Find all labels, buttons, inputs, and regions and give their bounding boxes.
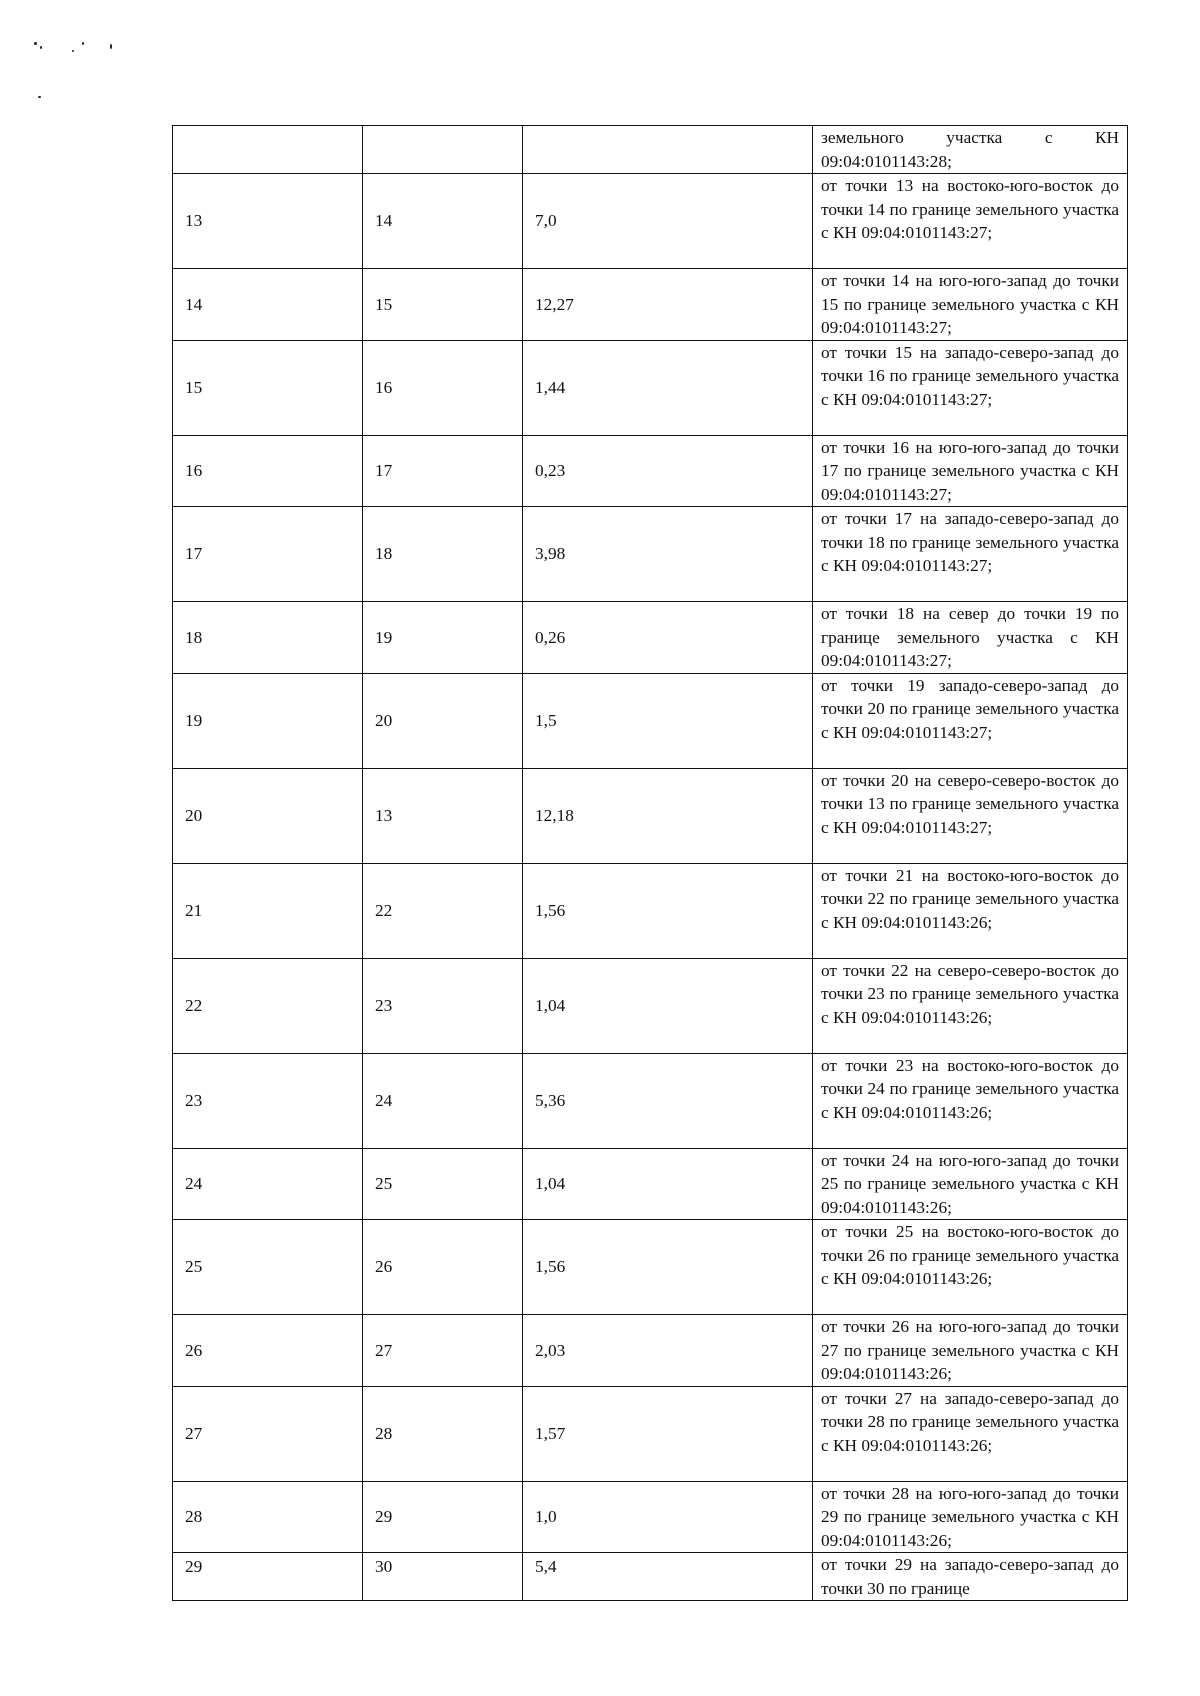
scan-speck bbox=[40, 46, 42, 49]
to-point-cell: 13 bbox=[363, 768, 523, 863]
length-cell: 0,26 bbox=[523, 602, 813, 674]
length-cell: 1,04 bbox=[523, 1148, 813, 1220]
table-row bbox=[173, 768, 1128, 863]
to-point-cell: 28 bbox=[363, 1386, 523, 1481]
description-cell: от точки 13 на востоко-юго-восток до точки 14 по границе земельного участка с КН 09:04:0101143:27; bbox=[813, 174, 1128, 269]
from-point-cell: 15 bbox=[173, 340, 363, 435]
description-cell: от точки 17 на западо-северо-запад до точки 18 по границе земельного участка с КН 09:04:0101143:27; bbox=[813, 507, 1128, 602]
description-cell: от точки 15 на западо-северо-запад до точки 16 по границе земельного участка с КН 09:04:0101143:27; bbox=[813, 340, 1128, 435]
boundary-table bbox=[172, 125, 1128, 1601]
length-cell: 0,23 bbox=[523, 435, 813, 507]
table-row bbox=[173, 673, 1128, 768]
length-cell: 1,04 bbox=[523, 958, 813, 1053]
to-point-cell: 15 bbox=[363, 269, 523, 341]
description-cell: от точки 27 на западо-северо-запад до точки 28 по границе земельного участка с КН 09:04:0101143:26; bbox=[813, 1386, 1128, 1481]
length-cell: 12,27 bbox=[523, 269, 813, 341]
from-point-cell: 25 bbox=[173, 1220, 363, 1315]
length-cell: 1,56 bbox=[523, 1220, 813, 1315]
from-point-cell: 26 bbox=[173, 1315, 363, 1387]
table-row bbox=[173, 174, 1128, 269]
from-point-cell bbox=[173, 126, 363, 174]
scan-speck bbox=[72, 50, 74, 52]
description-cell: от точки 16 на юго-юго-запад до точки 17 по границе земельного участка с КН 09:04:0101143:27; bbox=[813, 435, 1128, 507]
description-cell: от точки 18 на север до точки 19 по границе земельного участка с КН 09:04:0101143:27; bbox=[813, 602, 1128, 674]
description-cell: от точки 24 на юго-юго-запад до точки 25 по границе земельного участка с КН 09:04:0101143:26; bbox=[813, 1148, 1128, 1220]
table-row bbox=[173, 958, 1128, 1053]
description-cell: от точки 28 на юго-юго-запад до точки 29 по границе земельного участка с КН 09:04:0101143:26; bbox=[813, 1481, 1128, 1553]
table-row bbox=[173, 1481, 1128, 1553]
length-cell bbox=[523, 126, 813, 174]
table-row bbox=[173, 269, 1128, 341]
to-point-cell: 14 bbox=[363, 174, 523, 269]
table-row bbox=[173, 507, 1128, 602]
from-point-cell: 14 bbox=[173, 269, 363, 341]
table-row bbox=[173, 602, 1128, 674]
from-point-cell: 21 bbox=[173, 863, 363, 958]
from-point-cell: 17 bbox=[173, 507, 363, 602]
to-point-cell: 16 bbox=[363, 340, 523, 435]
to-point-cell: 22 bbox=[363, 863, 523, 958]
from-point-cell: 29 bbox=[173, 1553, 363, 1601]
from-point-cell: 24 bbox=[173, 1148, 363, 1220]
from-point-cell: 18 bbox=[173, 602, 363, 674]
table-row bbox=[173, 1553, 1128, 1601]
from-point-cell: 28 bbox=[173, 1481, 363, 1553]
length-cell: 1,5 bbox=[523, 673, 813, 768]
table-row bbox=[173, 1386, 1128, 1481]
description-cell: от точки 29 на западо-северо-запад до точки 30 по границе bbox=[813, 1553, 1128, 1601]
length-cell: 2,03 bbox=[523, 1315, 813, 1387]
table-row bbox=[173, 863, 1128, 958]
table-row bbox=[173, 340, 1128, 435]
from-point-cell: 22 bbox=[173, 958, 363, 1053]
length-cell: 3,98 bbox=[523, 507, 813, 602]
table-row bbox=[173, 1220, 1128, 1315]
table-row bbox=[173, 1315, 1128, 1387]
to-point-cell: 17 bbox=[363, 435, 523, 507]
to-point-cell: 29 bbox=[363, 1481, 523, 1553]
length-cell: 1,57 bbox=[523, 1386, 813, 1481]
from-point-cell: 16 bbox=[173, 435, 363, 507]
from-point-cell: 20 bbox=[173, 768, 363, 863]
table-row bbox=[173, 1148, 1128, 1220]
to-point-cell: 30 bbox=[363, 1553, 523, 1601]
to-point-cell: 26 bbox=[363, 1220, 523, 1315]
description-cell: от точки 22 на северо-северо-восток до точки 23 по границе земельного участка с КН 09:04:0101143:26; bbox=[813, 958, 1128, 1053]
table-row bbox=[173, 1053, 1128, 1148]
from-point-cell: 23 bbox=[173, 1053, 363, 1148]
table-row bbox=[173, 126, 1128, 174]
to-point-cell: 24 bbox=[363, 1053, 523, 1148]
length-cell: 5,4 bbox=[523, 1553, 813, 1601]
table-row bbox=[173, 435, 1128, 507]
from-point-cell: 13 bbox=[173, 174, 363, 269]
description-cell: от точки 25 на востоко-юго-восток до точки 26 по границе земельного участка с КН 09:04:0101143:26; bbox=[813, 1220, 1128, 1315]
description-cell: от точки 23 на востоко-юго-восток до точки 24 по границе земельного участка с КН 09:04:0101143:26; bbox=[813, 1053, 1128, 1148]
to-point-cell bbox=[363, 126, 523, 174]
to-point-cell: 18 bbox=[363, 507, 523, 602]
from-point-cell: 27 bbox=[173, 1386, 363, 1481]
length-cell: 12,18 bbox=[523, 768, 813, 863]
to-point-cell: 20 bbox=[363, 673, 523, 768]
length-cell: 5,36 bbox=[523, 1053, 813, 1148]
description-cell: от точки 21 на востоко-юго-восток до точки 22 по границе земельного участка с КН 09:04:0101143:26; bbox=[813, 863, 1128, 958]
scan-speck bbox=[82, 42, 84, 45]
length-cell: 1,0 bbox=[523, 1481, 813, 1553]
to-point-cell: 19 bbox=[363, 602, 523, 674]
scan-speck bbox=[110, 44, 112, 49]
scan-marks bbox=[30, 30, 150, 110]
to-point-cell: 25 bbox=[363, 1148, 523, 1220]
description-cell: от точки 20 на северо-северо-восток до точки 13 по границе земельного участка с КН 09:04:0101143:27; bbox=[813, 768, 1128, 863]
description-cell: земельного участка с КН 09:04:0101143:28; bbox=[813, 126, 1128, 174]
from-point-cell: 19 bbox=[173, 673, 363, 768]
scan-speck bbox=[38, 96, 41, 98]
description-cell: от точки 26 на юго-юго-запад до точки 27 по границе земельного участка с КН 09:04:0101143:26; bbox=[813, 1315, 1128, 1387]
length-cell: 1,56 bbox=[523, 863, 813, 958]
description-cell: от точки 14 на юго-юго-запад до точки 15 по границе земельного участка с КН 09:04:0101143:27; bbox=[813, 269, 1128, 341]
to-point-cell: 27 bbox=[363, 1315, 523, 1387]
description-cell: от точки 19 западо-северо-запад до точки 20 по границе земельного участка с КН 09:04:0101143:27; bbox=[813, 673, 1128, 768]
length-cell: 1,44 bbox=[523, 340, 813, 435]
to-point-cell: 23 bbox=[363, 958, 523, 1053]
scan-speck bbox=[34, 42, 37, 45]
length-cell: 7,0 bbox=[523, 174, 813, 269]
